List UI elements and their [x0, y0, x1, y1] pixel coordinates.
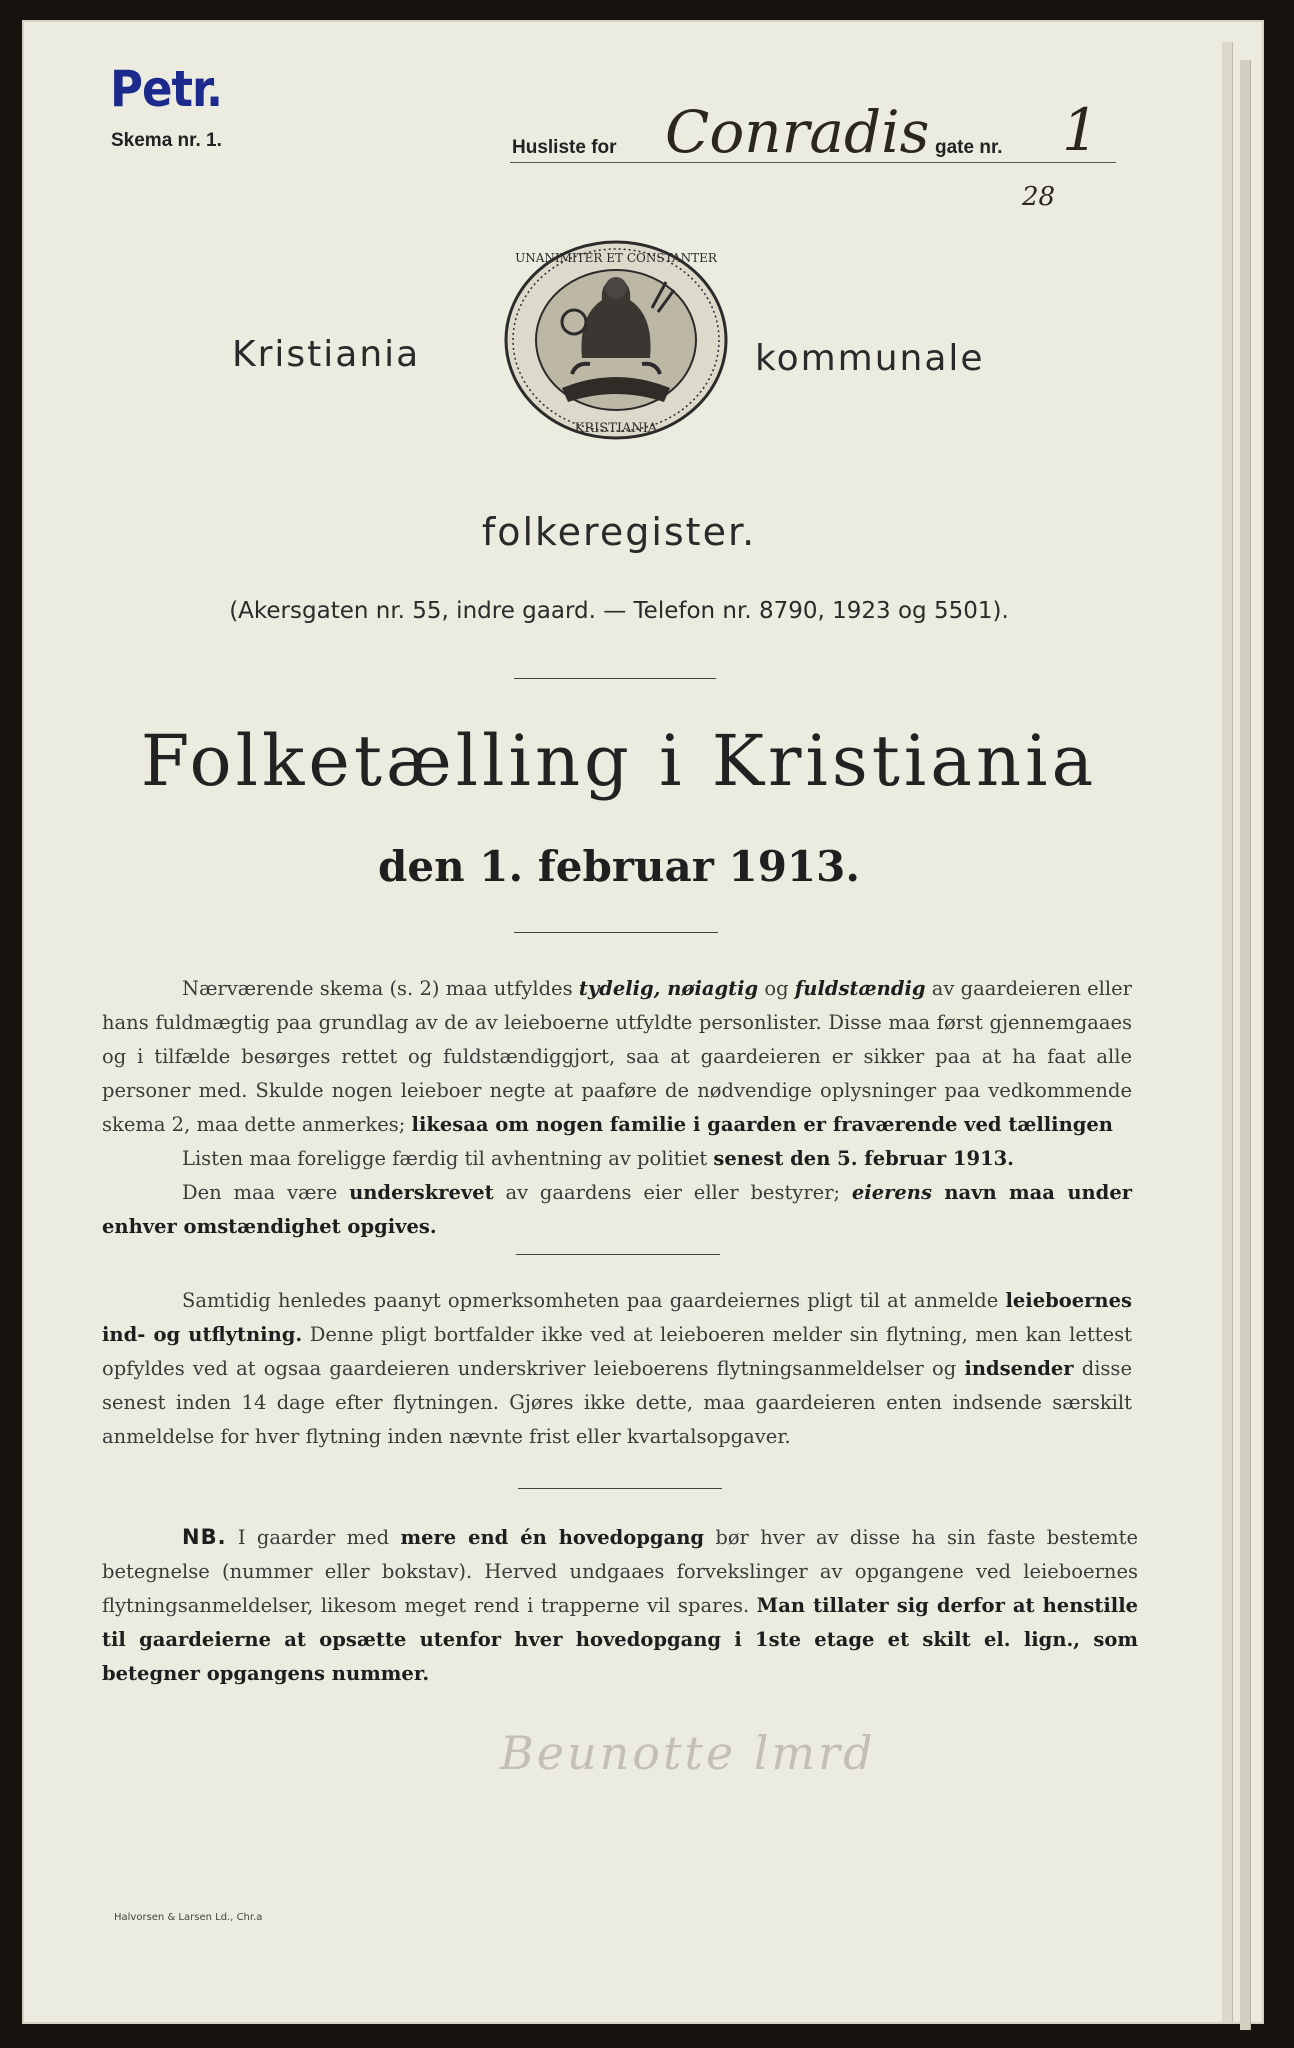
emphasis: eierens [851, 1181, 932, 1204]
text: og [758, 977, 795, 1000]
text: Nærværende skema (s. 2) maa utfyldes [182, 977, 579, 1000]
kommunale-label: kommunale [755, 338, 985, 379]
kristiania-seal [500, 238, 732, 442]
street-handwritten: Conradis [665, 98, 930, 166]
text: Samtidig henledes paanyt opmerksomheten paa gaardeiernes pligt til at anmelde [182, 1289, 1006, 1312]
page-edge [1222, 42, 1233, 2022]
instructions-paragraph [102, 972, 1132, 1244]
divider [514, 932, 718, 933]
skema-label: Skema nr. 1. [111, 130, 222, 151]
text: Denne pligt bortfalder ikke ved at leieboeren melder sin flytning, men kan lettest opfyldes ved at ogsaa gaardeieren underskriver leieboerens flytningsanmeldelser og [102, 1323, 1132, 1380]
emphasis: fuldstændig [794, 977, 926, 1000]
nb-paragraph [102, 1520, 1138, 1691]
svg-text:UNANIMITER ET CONSTANTER: UNANIMITER ET CONSTANTER [515, 251, 717, 265]
text: bør hver av disse ha sin faste bestemte betegnelse (nummer eller bokstav). Herved undgaaes forvekslinger av opgangene ved leieboernes flytningsanmeldelser, likesom meget rend i trapperne vil spares. [102, 1526, 1138, 1617]
address-line: (Akersgaten nr. 55, indre gaard. — Telefon nr. 8790, 1923 og 5501). [229, 598, 1009, 624]
gate-label: gate nr. [935, 137, 1003, 158]
moving-notice-paragraph [102, 1284, 1132, 1454]
folkeregister-subtitle: folkeregister. [481, 510, 757, 554]
text: av gaardeieren eller hans fuldmægtig paa grundlag av de av leieboerne utfyldte personlister. Disse maa først gjennemgaaes og i tilfælde besørges rettet og fuldstændiggjort, saa at gaardeieren er sikker paa at ha faat alle personer med. Skulde nogen leieboer negte at paaføre de nødvendige oplysninger paa vedkommende skema 2, maa dette anmerkes; [102, 977, 1133, 1136]
main-title-date: den 1. februar 1913. [377, 842, 860, 891]
emphasis: navn maa under enhver omstændighet opgives. [102, 1181, 1133, 1238]
emphasis: likesaa om nogen familie i gaarden er fraværende ved tællingen [411, 1113, 1113, 1136]
husliste-label: Husliste for [512, 137, 617, 158]
divider [516, 1254, 720, 1255]
emphasis: indsender [964, 1357, 1074, 1380]
text: I gaarder med [226, 1526, 401, 1549]
emphasis: mere end én hovedopgang [400, 1526, 705, 1549]
petr-stamp: Petr. [110, 60, 223, 118]
divider [514, 678, 716, 679]
divider [518, 1488, 722, 1489]
text: Listen maa foreligge færdig til avhentning av politiet [182, 1147, 714, 1170]
emphasis: leieboernes ind- og utflytning. [102, 1289, 1132, 1346]
page-edge [1240, 60, 1251, 2030]
pencil-note: Beunotte lmrd [500, 1726, 876, 1780]
number-handwritten: 1 [1062, 96, 1099, 164]
text: disse senest inden 14 dage efter flytningen. Gjøres ikke dette, maa gaardeieren enten indsende særskilt anmeldelse for hver flytning inden nævnte frist eller kvartalsopgaver. [102, 1357, 1132, 1448]
deadline: senest den 5. februar 1913. [713, 1147, 1014, 1170]
emphasis: tydelig, nøiagtig [578, 977, 759, 1000]
note-handwritten: 28 [1022, 182, 1056, 212]
husliste-underline [510, 162, 1116, 163]
nb-label: NB. [182, 1525, 227, 1549]
text: av gaardens eier eller bestyrer; [493, 1181, 852, 1204]
main-title: Folketælling i Kristiania [140, 720, 1098, 802]
emphasis: Man tillater sig derfor at henstille til gaardeierne at opsætte utenfor hver hovedopgang i 1ste etage et skilt el. lign., som betegner opgangens nummer. [102, 1594, 1139, 1685]
emphasis: underskrevet [349, 1181, 494, 1204]
printer-imprint: Halvorsen & Larsen Ld., Chr.a [114, 1912, 263, 1923]
kristiania-label: Kristiania [232, 334, 421, 375]
svg-text:KRISTIANIA: KRISTIANIA [574, 421, 658, 436]
text: Den maa være [182, 1181, 350, 1204]
